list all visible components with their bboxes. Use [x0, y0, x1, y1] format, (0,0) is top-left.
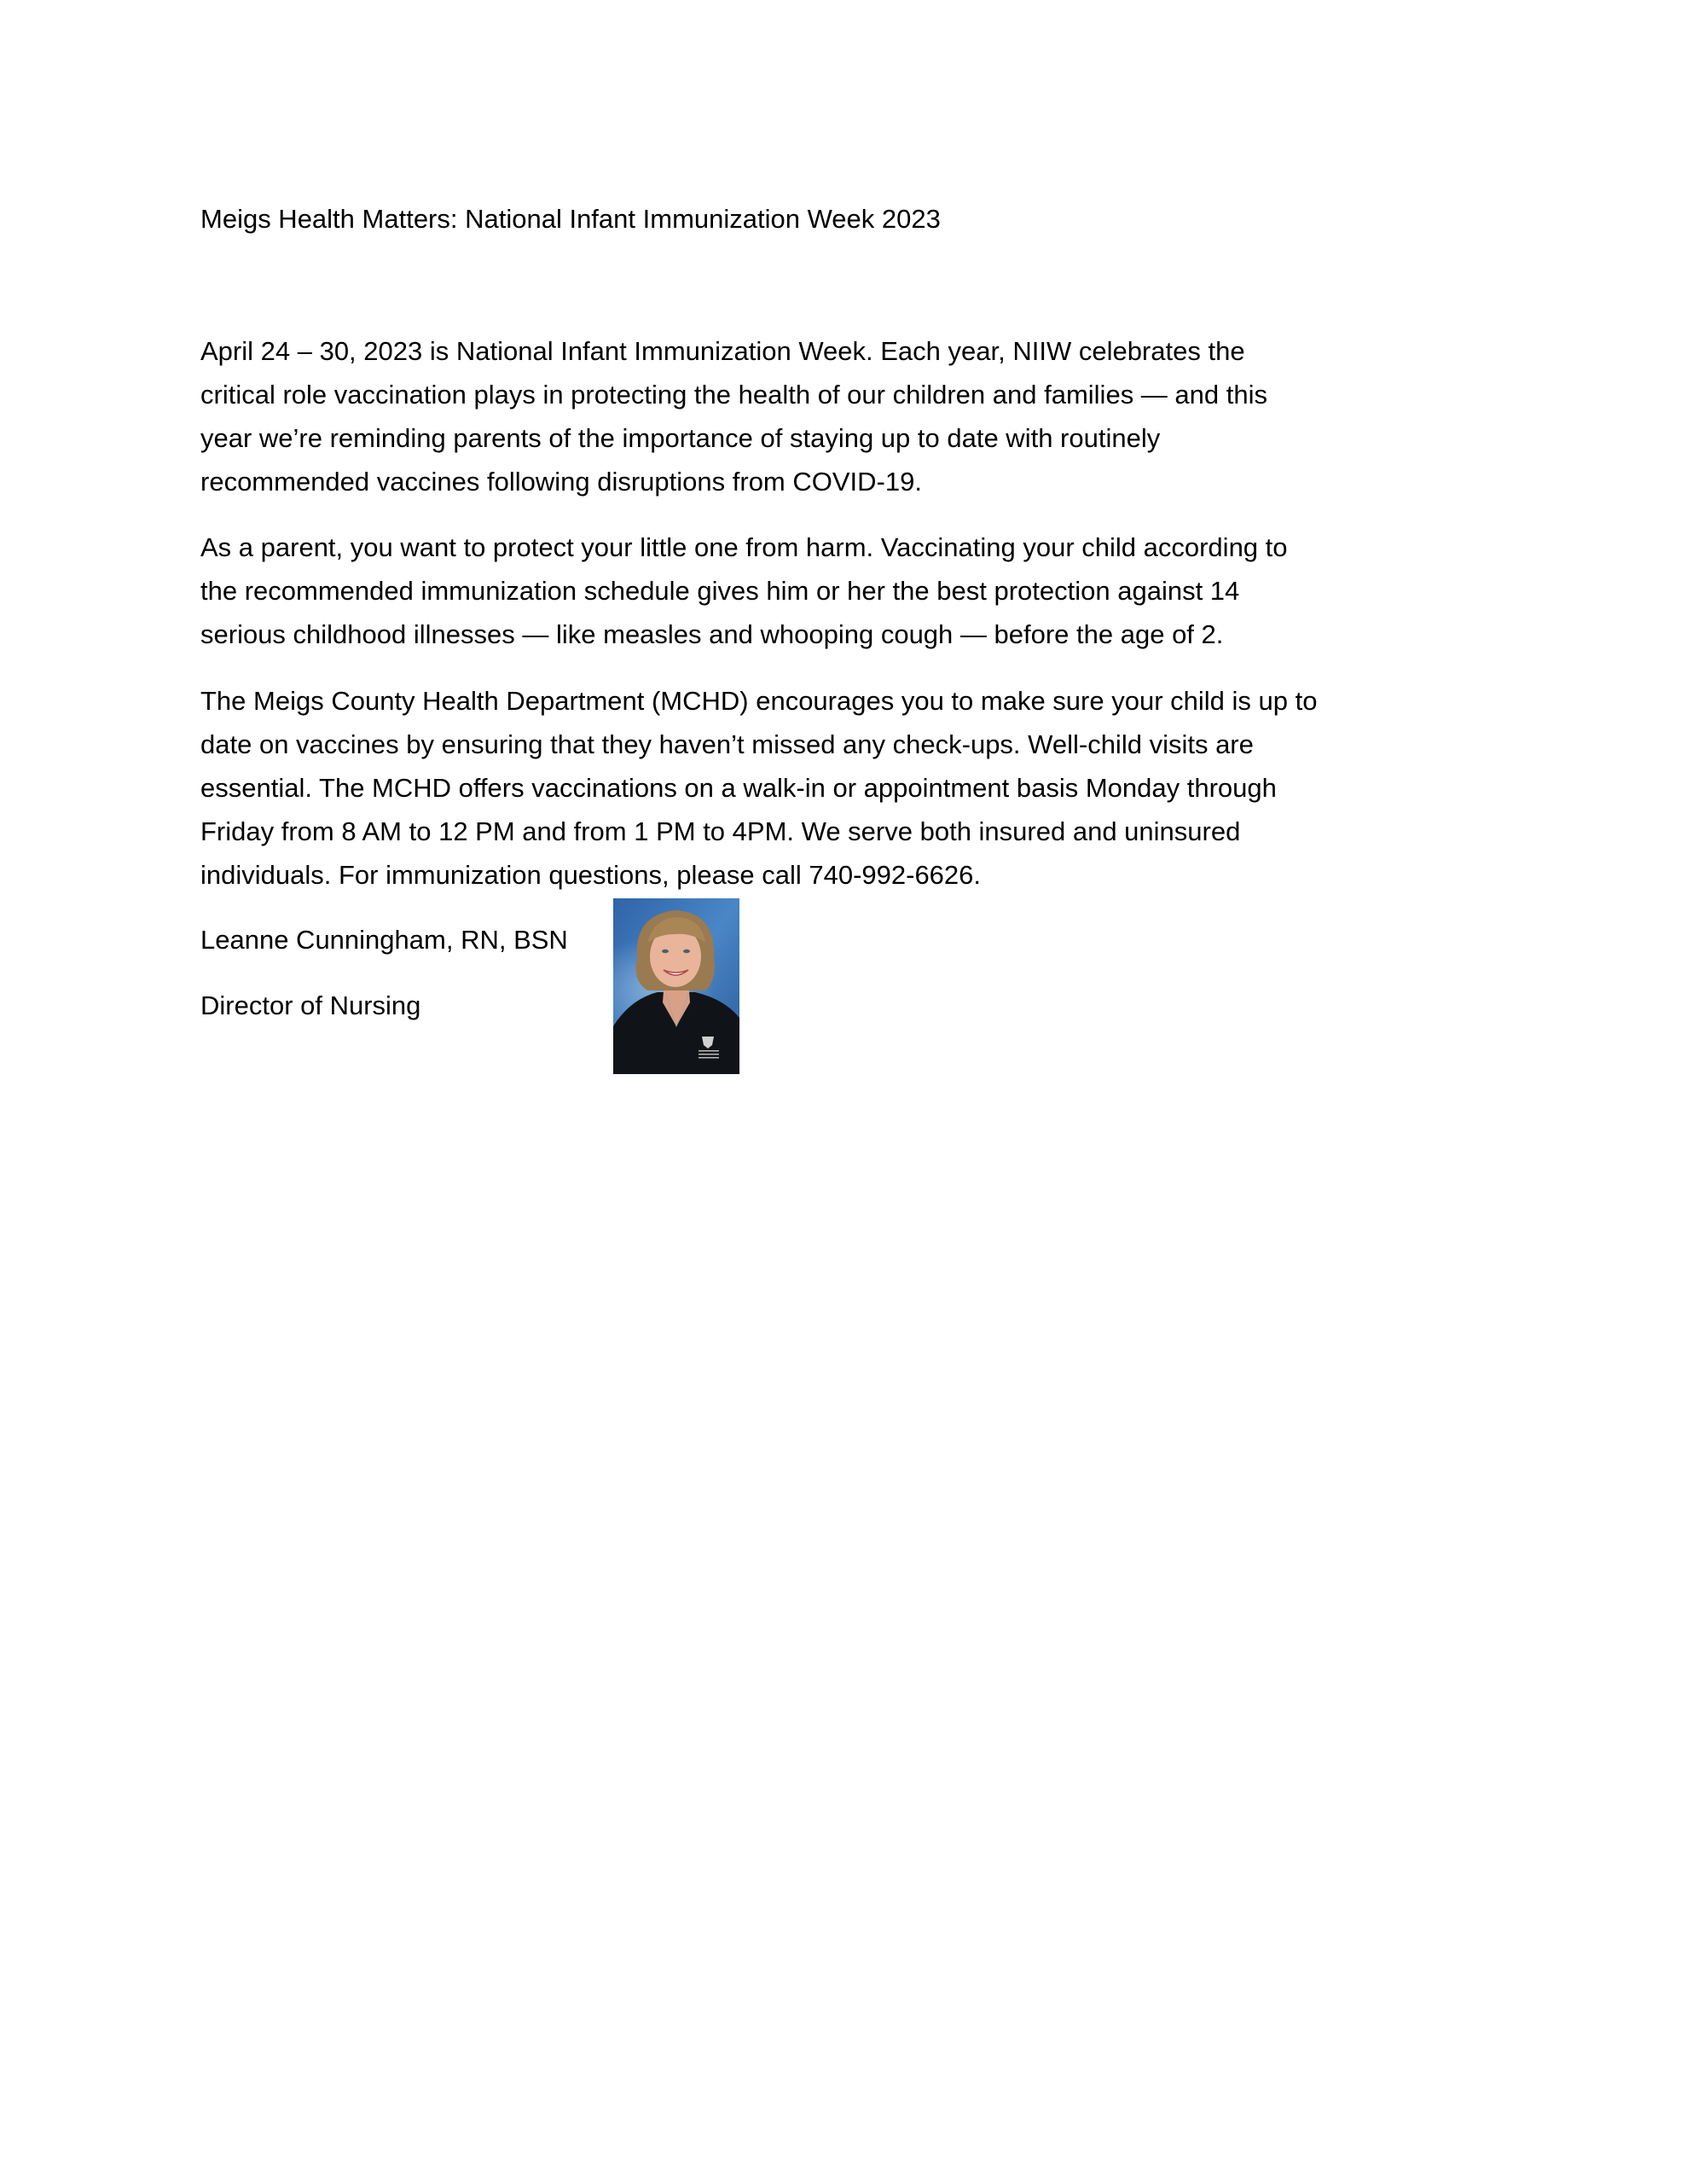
paragraph-line: April 24 – 30, 2023 is National Infant Immunization Week. Each year, NIIW celebrates the — [200, 336, 1245, 366]
paragraph-line: recommended vaccines following disruptions from COVID-19. — [200, 467, 922, 497]
paragraph-line: Friday from 8 AM to 12 PM and from 1 PM to 4PM. We serve both insured and uninsured — [200, 816, 1241, 846]
signature-name: Leanne Cunningham, RN, BSN — [200, 925, 568, 955]
paragraph-line: essential. The MCHD offers vaccinations on a walk-in or appointment basis Monday through — [200, 773, 1277, 803]
paragraph-line: As a parent, you want to protect your little one from harm. Vaccinating your child according to — [200, 532, 1288, 562]
portrait-photo — [613, 898, 739, 1074]
paragraph-line: The Meigs County Health Department (MCHD) encourages you to make sure your child is up to — [200, 686, 1318, 716]
document-title: Meigs Health Matters: National Infant Immunization Week 2023 — [200, 204, 941, 234]
paragraph-line: year we’re reminding parents of the importance of staying up to date with routinely — [200, 423, 1161, 453]
signature-role: Director of Nursing — [200, 990, 421, 1020]
paragraph-line: the recommended immunization schedule gives him or her the best protection against 14 — [200, 576, 1240, 606]
paragraph-line: critical role vaccination plays in protecting the health of our children and families — and this — [200, 380, 1267, 410]
paragraph-line: date on vaccines by ensuring that they haven’t missed any check-ups. Well-child visits are — [200, 729, 1254, 759]
paragraph-line: serious childhood illnesses — like measles and whooping cough — before the age of 2. — [200, 619, 1224, 649]
paragraph-line: individuals. For immunization questions, please call 740-992-6626. — [200, 860, 982, 890]
